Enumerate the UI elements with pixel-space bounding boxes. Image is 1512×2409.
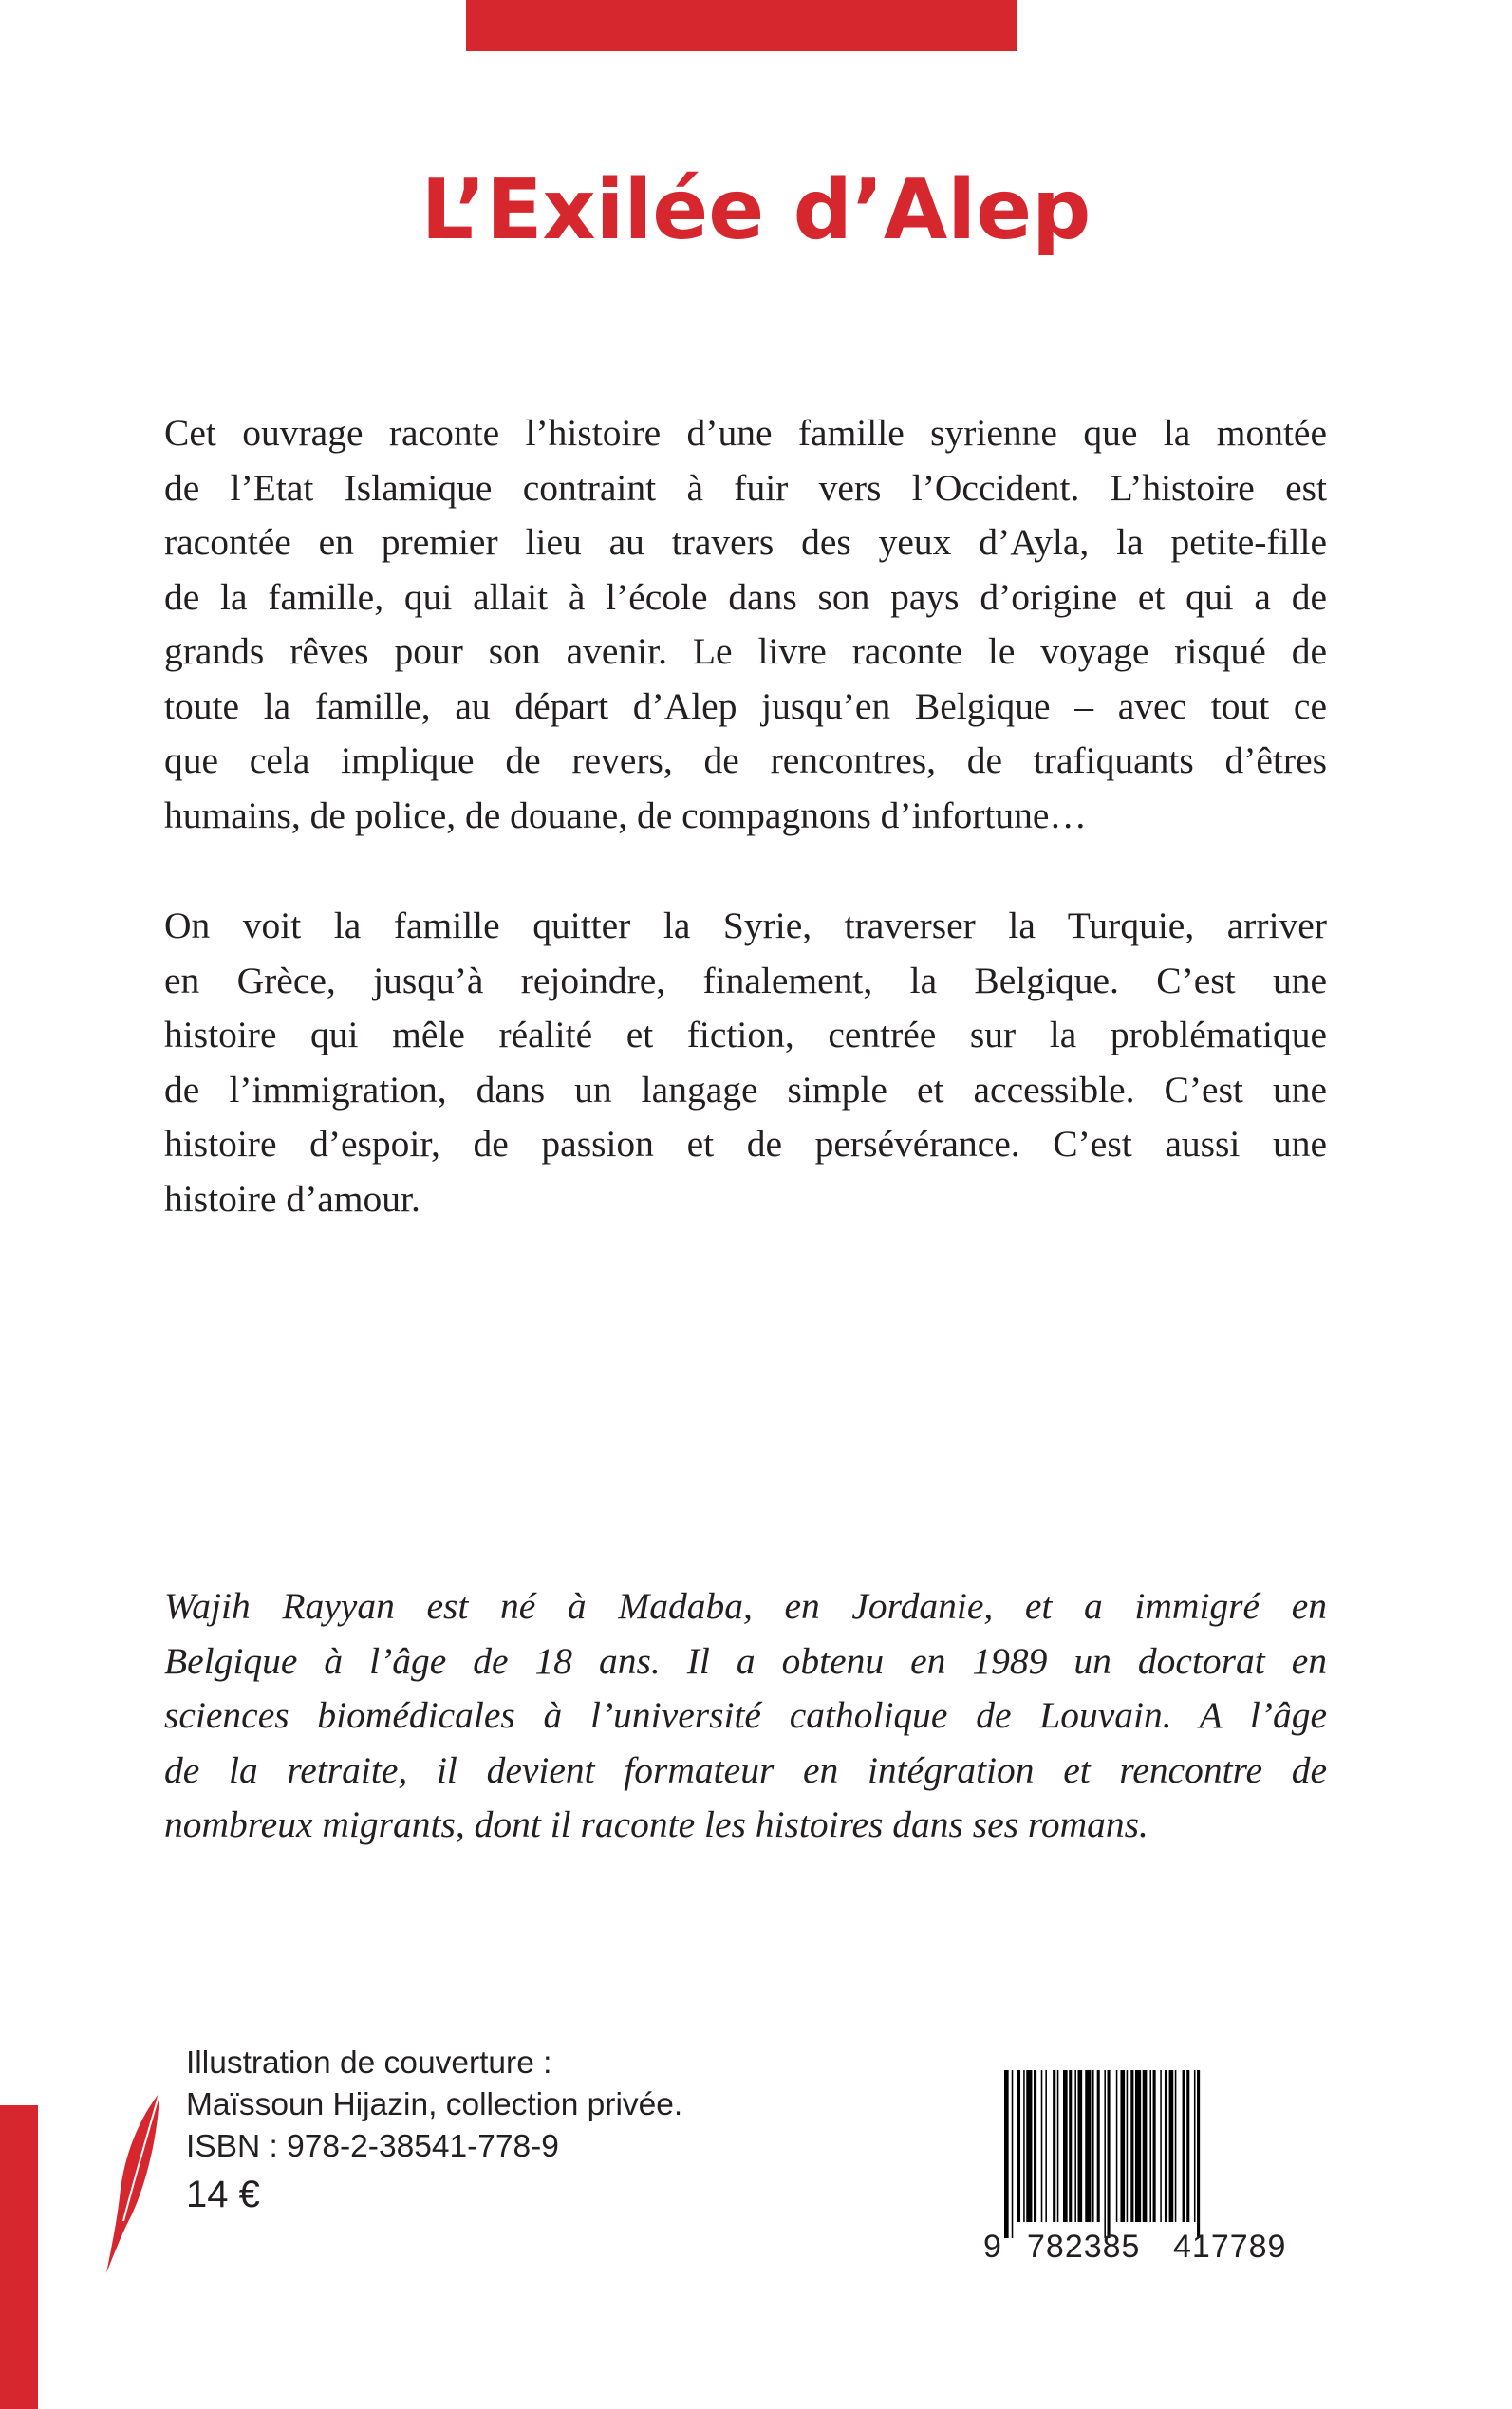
summary-line: grands rêves pour son avenir. Le livre raconte le voyage risqué de bbox=[164, 630, 1327, 672]
barcode-bar bbox=[1078, 2070, 1083, 2222]
summary-line: de l’Etat Islamique contraint à fuir vers l’Occident. L’histoire est bbox=[164, 466, 1327, 509]
barcode-bar bbox=[1063, 2070, 1068, 2222]
summary-line: histoire d’espoir, de passion et de persévérance. C’est aussi une bbox=[164, 1123, 1327, 1165]
barcode-right-group: 417789 bbox=[1173, 2229, 1287, 2265]
summary-line: histoire qui mêle réalité et fiction, centrée sur la problématique bbox=[164, 1014, 1327, 1055]
barcode-bar bbox=[1023, 2070, 1025, 2222]
barcode-bar bbox=[1004, 2070, 1009, 2238]
barcode-bar bbox=[1069, 2070, 1072, 2222]
barcode-lead-digit: 9 bbox=[983, 2229, 1001, 2265]
summary-line: en Grèce, jusqu’à rejoindre, finalement, la Belgique. C’est une bbox=[164, 959, 1327, 1001]
barcode-bar bbox=[1143, 2070, 1148, 2222]
bio-line: Belgique à l’âge de 18 ans. Il a obtenu en 1989 un doctorat en bbox=[164, 1639, 1327, 1682]
summary-paragraph-2 bbox=[164, 899, 1327, 1226]
bio-line: de la retraite, il devient formateur en intégration et rencontre de bbox=[164, 1748, 1327, 1791]
barcode-bar bbox=[1127, 2070, 1129, 2222]
barcode-bar bbox=[1026, 2070, 1032, 2222]
barcode-bar bbox=[1092, 2070, 1094, 2222]
illustration-credit: Maïssoun Hijazin, collection privée. bbox=[186, 2087, 683, 2122]
barcode-bar bbox=[1183, 2070, 1185, 2222]
barcode bbox=[983, 2070, 1316, 2238]
summary-line: racontée en premier lieu au travers des yeux d’Ayla, la petite-fille bbox=[164, 521, 1327, 563]
barcode-bar bbox=[1045, 2070, 1047, 2222]
bio-line: Wajih Rayyan est né à Madaba, en Jordanie, et a immigré en bbox=[164, 1585, 1327, 1627]
book-title: L’Exilée d’Alep bbox=[420, 161, 1092, 258]
summary-line: Cet ouvrage raconte l’histoire d’une famille syrienne que la montée bbox=[164, 412, 1327, 454]
bio-line: nombreux migrants, dont il raconte les histoires dans ses romans. bbox=[164, 1803, 1148, 1845]
author-bio bbox=[164, 1579, 1327, 1853]
barcode-bar bbox=[1017, 2070, 1020, 2222]
summary-line: toute la famille, au départ d’Alep jusqu’en Belgique – avec tout ce bbox=[164, 684, 1327, 727]
barcode-bar bbox=[1085, 2070, 1091, 2222]
barcode-bar bbox=[1104, 2070, 1106, 2238]
barcode-bar bbox=[1160, 2070, 1162, 2222]
barcode-bar bbox=[1108, 2070, 1111, 2238]
barcode-bar bbox=[1130, 2070, 1133, 2222]
barcode-bar bbox=[1012, 2070, 1014, 2238]
feather-icon bbox=[103, 2088, 169, 2278]
barcode-bar bbox=[1135, 2070, 1141, 2222]
summary-line: On voit la famille quitter la Syrie, traverser la Turquie, arriver bbox=[164, 905, 1327, 946]
summary-line: histoire d’amour. bbox=[164, 1177, 420, 1220]
barcode-bar bbox=[1169, 2070, 1174, 2222]
barcode-bar bbox=[1097, 2070, 1100, 2222]
barcode-bar bbox=[1074, 2070, 1076, 2222]
barcode-bar bbox=[1194, 2070, 1196, 2222]
barcode-bar bbox=[1041, 2070, 1043, 2222]
summary-line: humains, de police, de douane, de compagnons d’infortune… bbox=[164, 794, 1087, 836]
summary-line: que cela implique de revers, de rencontres, de trafiquants d’êtres bbox=[164, 739, 1327, 781]
barcode-bar bbox=[1120, 2070, 1125, 2222]
summary-line: de l’immigration, dans un langage simple et accessible. C’est une bbox=[164, 1068, 1327, 1111]
barcode-bar bbox=[1186, 2070, 1189, 2222]
summary-paragraph-1 bbox=[164, 406, 1327, 843]
illustration-label: Illustration de couverture : bbox=[186, 2045, 552, 2081]
price: 14 € bbox=[186, 2174, 260, 2215]
barcode-bar bbox=[1053, 2070, 1055, 2222]
barcode-bar bbox=[1116, 2070, 1118, 2222]
barcode-bar bbox=[1165, 2070, 1167, 2222]
barcode-bar bbox=[1197, 2070, 1200, 2238]
bio-line: sciences biomédicales à l’université catholique de Louvain. A l’âge bbox=[164, 1694, 1327, 1736]
summary-line: de la famille, qui allait à l’école dans son pays d’origine et qui a de bbox=[164, 575, 1327, 618]
barcode-bar bbox=[1175, 2070, 1177, 2222]
top-accent-bar bbox=[466, 0, 1017, 51]
barcode-bar bbox=[1057, 2070, 1059, 2222]
credits-block bbox=[186, 2043, 682, 2215]
side-accent-bar bbox=[0, 2105, 38, 2409]
isbn: ISBN : 978-2-38541-778-9 bbox=[186, 2129, 559, 2164]
barcode-bar bbox=[1034, 2070, 1036, 2222]
barcode-bar bbox=[1153, 2070, 1156, 2222]
barcode-left-group: 782385 bbox=[1027, 2229, 1141, 2265]
barcode-bar bbox=[1149, 2070, 1151, 2222]
